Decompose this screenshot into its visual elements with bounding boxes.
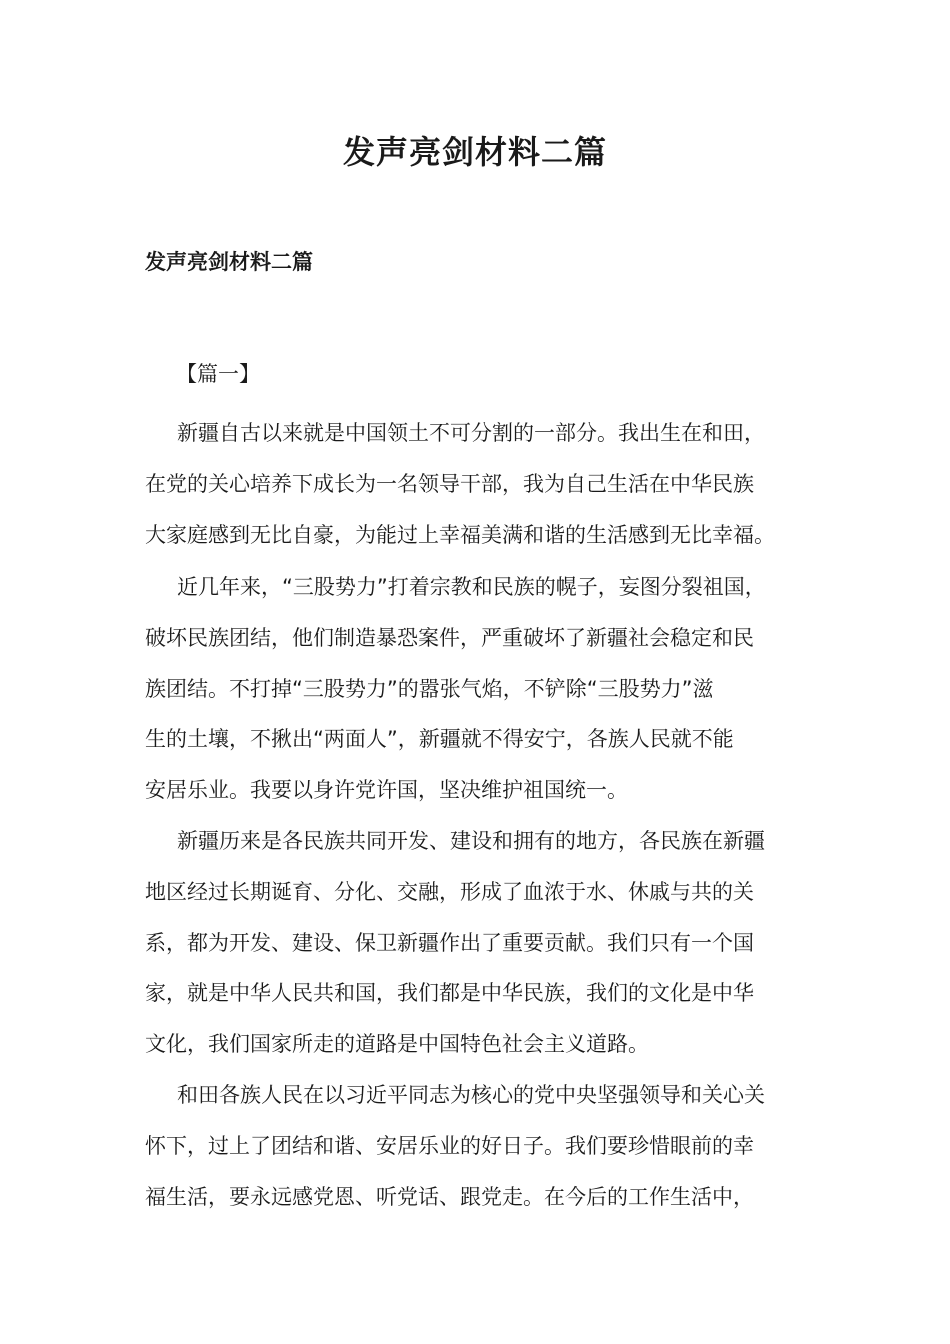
paragraph-line: 系，都为开发、建设、保卫新疆作出了重要贡献。我们只有一个国 xyxy=(145,930,754,955)
paragraph-line: 文化，我们国家所走的道路是中国特色社会主义道路。 xyxy=(145,1032,649,1057)
section-label: 【篇一】 xyxy=(176,362,260,386)
paragraph-line: 福生活，要永远感党恩、听党话、跟党走。在今后的工作生活中， xyxy=(145,1184,754,1209)
paragraph-line: 在党的关心培养下成长为一名领导干部，我为自己生活在中华民族 xyxy=(145,471,754,496)
paragraph-line: 新疆自古以来就是中国领土不可分割的一部分。我出生在和田， xyxy=(177,421,765,445)
paragraph-line: 家，就是中华人民共和国，我们都是中华民族，我们的文化是中华 xyxy=(145,981,754,1006)
document-title: 发声亮剑材料二篇 xyxy=(342,133,607,171)
paragraph-line: 新疆历来是各民族共同开发、建设和拥有的地方，各民族在新疆 xyxy=(177,829,765,853)
paragraph-2 xyxy=(145,562,845,816)
paragraph-3 xyxy=(145,816,845,1070)
paragraph-4 xyxy=(145,1070,845,1222)
paragraph-line: 和田各族人民在以习近平同志为核心的党中央坚强领导和关心关 xyxy=(177,1083,765,1107)
paragraph-line: 生的土壤，不揪出“两面人”，新疆就不得安宁，各族人民就不能 xyxy=(145,727,734,752)
paragraph-line: 族团结。不打掉“三股势力”的嚣张气焰，不铲除“三股势力”滋 xyxy=(145,676,714,701)
paragraph-line: 破坏民族团结，他们制造暴恐案件，严重破坏了新疆社会稳定和民 xyxy=(145,625,754,650)
document-subtitle: 发声亮剑材料二篇 xyxy=(145,250,313,274)
paragraph-line: 地区经过长期诞育、分化、交融，形成了血浓于水、休戚与共的关 xyxy=(145,879,754,904)
paragraph-line: 怀下，过上了团结和谐、安居乐业的好日子。我们要珍惜眼前的幸 xyxy=(145,1133,754,1158)
paragraph-line: 近几年来，“三股势力”打着宗教和民族的幌子，妄图分裂祖国， xyxy=(177,575,766,599)
paragraph-line: 安居乐业。我要以身许党许国，坚决维护祖国统一。 xyxy=(145,778,628,803)
paragraph-line: 大家庭感到无比自豪，为能过上幸福美满和谐的生活感到无比幸福。 xyxy=(145,522,775,547)
paragraph-1 xyxy=(145,408,845,560)
